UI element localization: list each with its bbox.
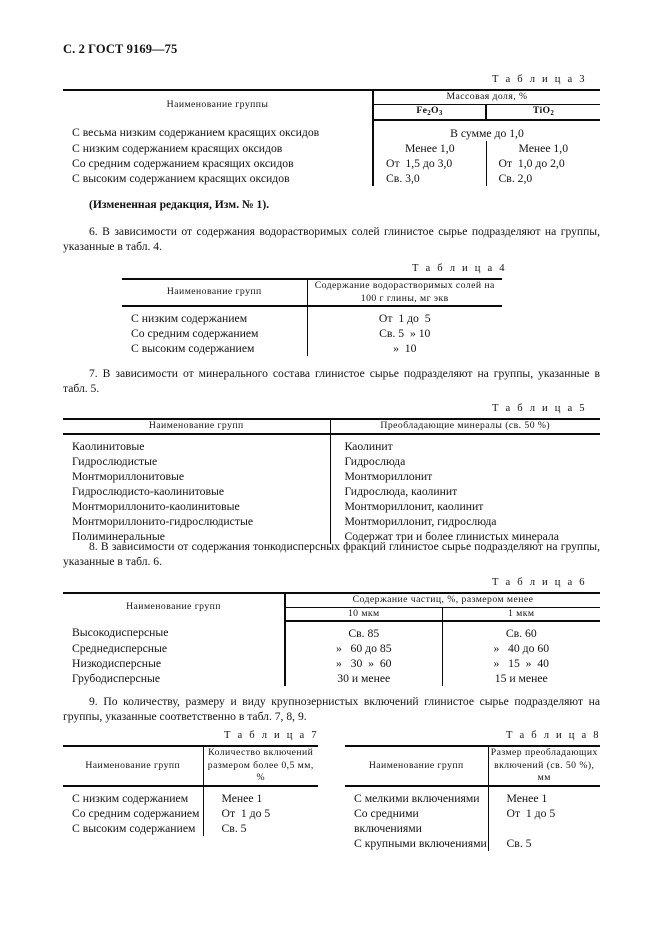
table-7-cell-value: Св. 5 xyxy=(203,821,318,836)
table-row xyxy=(122,306,502,326)
table-3-cell-merged: В сумме до 1,0 xyxy=(373,120,600,141)
table-8-header-value: Размер преобладающих включений (св. 50 %), мм xyxy=(488,746,600,786)
table-5-cell-value: Монтмориллонит xyxy=(330,469,600,484)
table-6-cell-1mkm: » 40 до 60 xyxy=(442,641,600,656)
table-8-caption: Т а б л и ц а 8 xyxy=(506,730,601,741)
table-6-cell-1mkm: » 15 » 40 xyxy=(442,656,600,671)
table-6-header-span: Содержание частиц, %, размером менее xyxy=(285,593,600,607)
table-row xyxy=(122,326,502,341)
table-3-cell-name: С весьма низким содержанием красящих оксидов xyxy=(72,126,320,140)
table-row xyxy=(63,469,600,484)
table-7-header-group: Наименование групп xyxy=(63,746,203,786)
table-3-cell-fe: От 1,5 до 3,0 xyxy=(373,156,486,171)
table-4-cell-value: От 1 до 5 xyxy=(307,306,502,326)
table-4-cell-name: С высоким содержанием xyxy=(131,342,255,356)
table-row xyxy=(122,279,502,306)
table-row xyxy=(122,341,502,356)
table-5-cell-name: Монтмориллонито-каолинитовые xyxy=(72,499,240,513)
table-5-cell-name: Монтмориллонитовые xyxy=(72,469,185,483)
table-3-cell-name: С низким содержанием красящих оксидов xyxy=(72,142,283,156)
table-5-cell-value: Монтмориллонит, гидрослюда xyxy=(330,514,600,529)
table-8-cell-name: С крупными включениями xyxy=(354,836,487,850)
table-4-cell-name: Со средним содержанием xyxy=(131,327,259,341)
table-3-cell-name: С высоким содержанием красящих оксидов xyxy=(72,172,290,186)
table-6 xyxy=(63,592,600,686)
table-5-cell-value: Гидрослюда xyxy=(330,454,600,469)
table-6-cell-1mkm: 15 и менее xyxy=(442,671,600,686)
table-4-caption: Т а б л и ц а 4 xyxy=(412,263,507,274)
table-5-cell-value: Содержат три и более глинистых минерала xyxy=(330,529,600,544)
table-5-caption: Т а б л и ц а 5 xyxy=(492,403,587,414)
table-row xyxy=(63,171,600,186)
table-8-cell-value: От 1 до 5 xyxy=(488,806,600,836)
table-4-cell-value: » 10 xyxy=(307,341,502,356)
table-row xyxy=(345,836,600,851)
table-3-caption: Т а б л и ц а 3 xyxy=(492,74,587,85)
table-3-header-span: Массовая доля, % xyxy=(373,90,600,104)
table-row xyxy=(63,419,600,434)
table-row xyxy=(63,90,600,104)
table-4-header-value: Содержание водорастворимых солей на 100 г глины, мг экв xyxy=(307,279,502,306)
table-row xyxy=(345,786,600,806)
table-row xyxy=(63,641,600,656)
table-5-cell-name: Монтмориллонито-гидрослюдистые xyxy=(72,514,254,528)
paragraph-7: 7. В зависимости от минерального состава глинистое сырье подразделяют на группы, указанные в табл. 5. xyxy=(63,367,600,396)
table-3-header-group: Наименование группы xyxy=(63,90,373,120)
table-6-caption: Т а б л и ц а 6 xyxy=(492,577,587,588)
table-row xyxy=(63,156,600,171)
table-6-header-group: Наименование групп xyxy=(63,593,285,621)
table-5-cell-value: Каолинит xyxy=(330,434,600,454)
table-5-cell-name: Каолинитовые xyxy=(72,439,145,453)
table-7-caption: Т а б л и ц а 7 xyxy=(224,730,319,741)
table-6-cell-10mkm: » 60 до 85 xyxy=(285,641,442,656)
table-7-cell-name: Со средним содержанием xyxy=(72,806,200,820)
table-8-cell-name: Со средними включениями xyxy=(354,806,422,835)
table-3 xyxy=(63,89,600,186)
table-6-header-1mkm: 1 мкм xyxy=(442,607,600,621)
table-row xyxy=(63,514,600,529)
table-4-cell-value: Св. 5 » 10 xyxy=(307,326,502,341)
table-4 xyxy=(122,278,502,356)
table-5-header-group: Наименование групп xyxy=(63,419,330,434)
paragraph-6: 6. В зависимости от содержания водорастворимых солей глинистое сырье подразделяют на группы, указанные в табл. 4. xyxy=(63,225,600,254)
table-row xyxy=(63,621,600,641)
table-3-cell-ti: Св. 2,0 xyxy=(486,171,600,186)
table-5-cell-value: Монтмориллонит, каолинит xyxy=(330,499,600,514)
table-6-cell-name: Среднедисперсные xyxy=(72,642,168,656)
table-7-cell-value: От 1 до 5 xyxy=(203,806,318,821)
table-8-header-group: Наименование групп xyxy=(345,746,488,786)
table-8-cell-name: С мелкими включениями xyxy=(354,791,480,805)
paragraph-8: 8. В зависимости от содержания тонкодисперсных фракций глинистое сырье подразделяют на группы, указанные в табл. 6. xyxy=(63,540,600,569)
table-7-header-value: Количество включений размером более 0,5 мм, % xyxy=(203,746,318,786)
table-row xyxy=(63,454,600,469)
table-8 xyxy=(345,745,600,851)
table-7 xyxy=(63,745,318,836)
table-3-cell-ti: Менее 1,0 xyxy=(486,141,600,156)
table-row xyxy=(63,141,600,156)
table-row xyxy=(63,499,600,514)
table-6-cell-1mkm: Св. 60 xyxy=(442,621,600,641)
table-row xyxy=(63,806,318,821)
table-5-cell-value: Гидрослюда, каолинит xyxy=(330,484,600,499)
table-3-cell-name: Со средним содержанием красящих оксидов xyxy=(72,157,294,171)
table-5-cell-name: Гидрослюдистые xyxy=(72,454,158,468)
table-6-cell-10mkm: Св. 85 xyxy=(285,621,442,641)
table-3-header-tio2: TiO$_2$ xyxy=(486,104,600,120)
table-6-cell-name: Грубодисперсные xyxy=(72,672,161,686)
table-row xyxy=(63,593,600,607)
table-3-cell-fe: Менее 1,0 xyxy=(373,141,486,156)
page-running-head: С. 2 ГОСТ 9169—75 xyxy=(63,42,178,56)
table-7-cell-value: Менее 1 xyxy=(203,786,318,806)
table-5-cell-name: Полиминеральные xyxy=(72,529,165,543)
table-7-cell-name: С низким содержанием xyxy=(72,791,189,805)
table-row xyxy=(63,821,318,836)
table-5-header-minerals: Преобладающие минералы (св. 50 %) xyxy=(330,419,600,434)
table-3-cell-fe: Св. 3,0 xyxy=(373,171,486,186)
table-row xyxy=(63,434,600,454)
table-5-cell-name: Гидрослюдисто-каолинитовые xyxy=(72,484,225,498)
note-izmenennaya-redakciya: (Измененная редакция, Изм. № 1). xyxy=(89,198,270,211)
table-4-header-group: Наименование групп xyxy=(122,279,307,306)
table-row xyxy=(345,746,600,786)
table-3-header-fe2o3: $Fe_2O_3$ xyxy=(373,104,486,120)
table-3-cell-ti: От 1,0 до 2,0 xyxy=(486,156,600,171)
table-6-cell-name: Низкодисперсные xyxy=(72,657,162,671)
table-row xyxy=(63,671,600,686)
table-row xyxy=(63,120,600,141)
table-row xyxy=(63,656,600,671)
table-row xyxy=(345,806,600,836)
table-8-cell-value: Св. 5 xyxy=(488,836,600,851)
table-6-cell-name: Высокодисперсные xyxy=(72,626,169,640)
table-row xyxy=(63,786,318,806)
table-8-cell-value: Менее 1 xyxy=(488,786,600,806)
table-5 xyxy=(63,418,600,544)
paragraph-9: 9. По количеству, размеру и виду крупнозернистых включений глинистое сырье подразделяют на группы, указанные соответственно в табл. 7, 8, 9. xyxy=(63,695,600,724)
table-row xyxy=(63,484,600,499)
table-7-cell-name: С высоким содержанием xyxy=(72,821,196,835)
table-6-cell-10mkm: 30 и менее xyxy=(285,671,442,686)
table-4-cell-name: С низким содержанием xyxy=(131,312,248,326)
table-row xyxy=(63,746,318,786)
table-6-header-10mkm: 10 мкм xyxy=(285,607,442,621)
table-6-cell-10mkm: » 30 » 60 xyxy=(285,656,442,671)
